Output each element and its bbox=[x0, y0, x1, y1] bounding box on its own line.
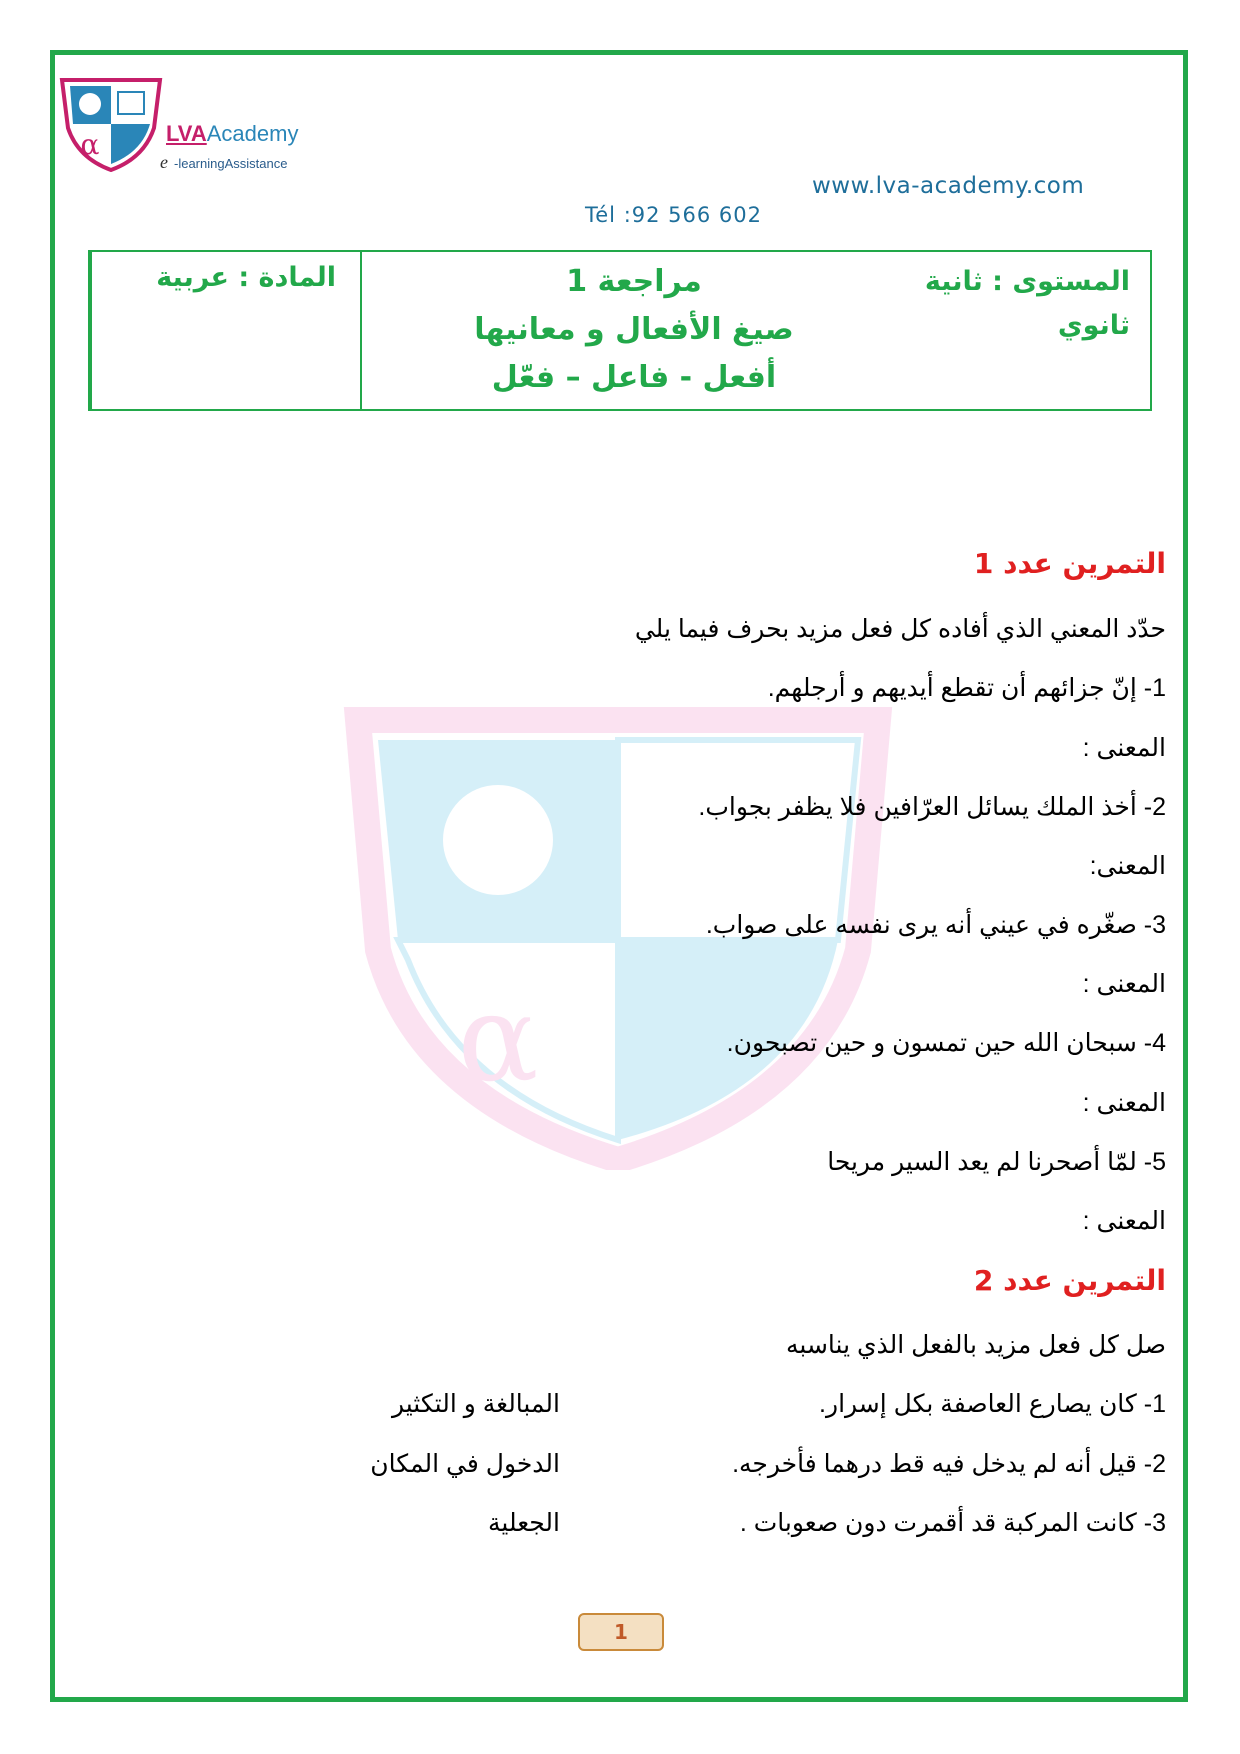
level-line-1: المستوى : ثانية bbox=[924, 266, 1130, 297]
exercise-1-sentence: 4- سبحان الله حين تمسون و حين تصبحون. bbox=[726, 1029, 1166, 1057]
exercise-1-meaning-label: المعنى : bbox=[1082, 734, 1166, 762]
exercise-2-match: المبالغة و التكثير bbox=[391, 1390, 560, 1418]
exercise-2-match: الجعلية bbox=[488, 1509, 560, 1537]
exercise-1-sentence: 1- إنّ جزائهم أن تقطع أيديهم و أرجلهم. bbox=[767, 674, 1166, 702]
phone-number: Tél :92 566 602 bbox=[585, 203, 763, 227]
exercise-1-sentence: 2- أخذ الملك يسائل العرّافين فلا يظفر بجواب. bbox=[698, 793, 1166, 821]
exercise-1-sentence: 3- صغّره في عيني أنه يرى نفسه على صواب. bbox=[705, 911, 1166, 939]
level-line-2: ثانوي bbox=[1057, 310, 1130, 341]
exercise-1-meaning-label: المعنى : bbox=[1082, 970, 1166, 998]
exercise-1-sentence: 5- لمّا أصحرنا لم يعد السير مريحا bbox=[827, 1148, 1166, 1176]
exercise-2-match: الدخول في المكان bbox=[370, 1450, 560, 1478]
brand-academy: Academy bbox=[206, 121, 299, 146]
brand-lva: LVA bbox=[166, 121, 207, 146]
exercise-1-meaning-label: المعنى : bbox=[1082, 1089, 1166, 1117]
exercise-1-title: التمرين عدد 1 bbox=[973, 547, 1166, 580]
svg-text:α: α bbox=[457, 970, 539, 1109]
subject-cell: المادة : عربية bbox=[90, 252, 360, 409]
title-line-2: صيغ الأفعال و معانيها bbox=[474, 312, 794, 347]
exercise-2-sentence: 2- قيل أنه لم يدخل فيه قط درهما فأخرجه. bbox=[732, 1450, 1166, 1478]
title-line-3: أفعل - فاعل – فعّل bbox=[491, 360, 777, 395]
exercise-1-meaning-label: المعنى : bbox=[1082, 1207, 1166, 1235]
exercise-2-title: التمرين عدد 2 bbox=[973, 1264, 1166, 1297]
exercise-2-instruction: صل كل فعل مزيد بالفعل الذي يناسبه bbox=[786, 1331, 1166, 1359]
title-line-1: مراجعة 1 bbox=[566, 264, 702, 299]
svg-text:α: α bbox=[80, 128, 100, 161]
exercise-1-meaning-label: المعنى: bbox=[1089, 852, 1166, 880]
exercise-2-sentence: 3- كانت المركبة قد أقمرت دون صعوبات . bbox=[739, 1509, 1166, 1537]
exercise-2-sentence: 1- كان يصارع العاصفة بكل إسرار. bbox=[819, 1390, 1166, 1418]
tagline-text: -learningAssistance bbox=[174, 156, 288, 171]
website-link[interactable]: www.lva-academy.com bbox=[812, 173, 1085, 199]
exercise-1-instruction: حدّد المعني الذي أفاده كل فعل مزيد بحرف فيما يلي bbox=[634, 615, 1166, 643]
tagline-e: e bbox=[160, 152, 168, 172]
page-number-badge: 1 bbox=[578, 1613, 664, 1651]
